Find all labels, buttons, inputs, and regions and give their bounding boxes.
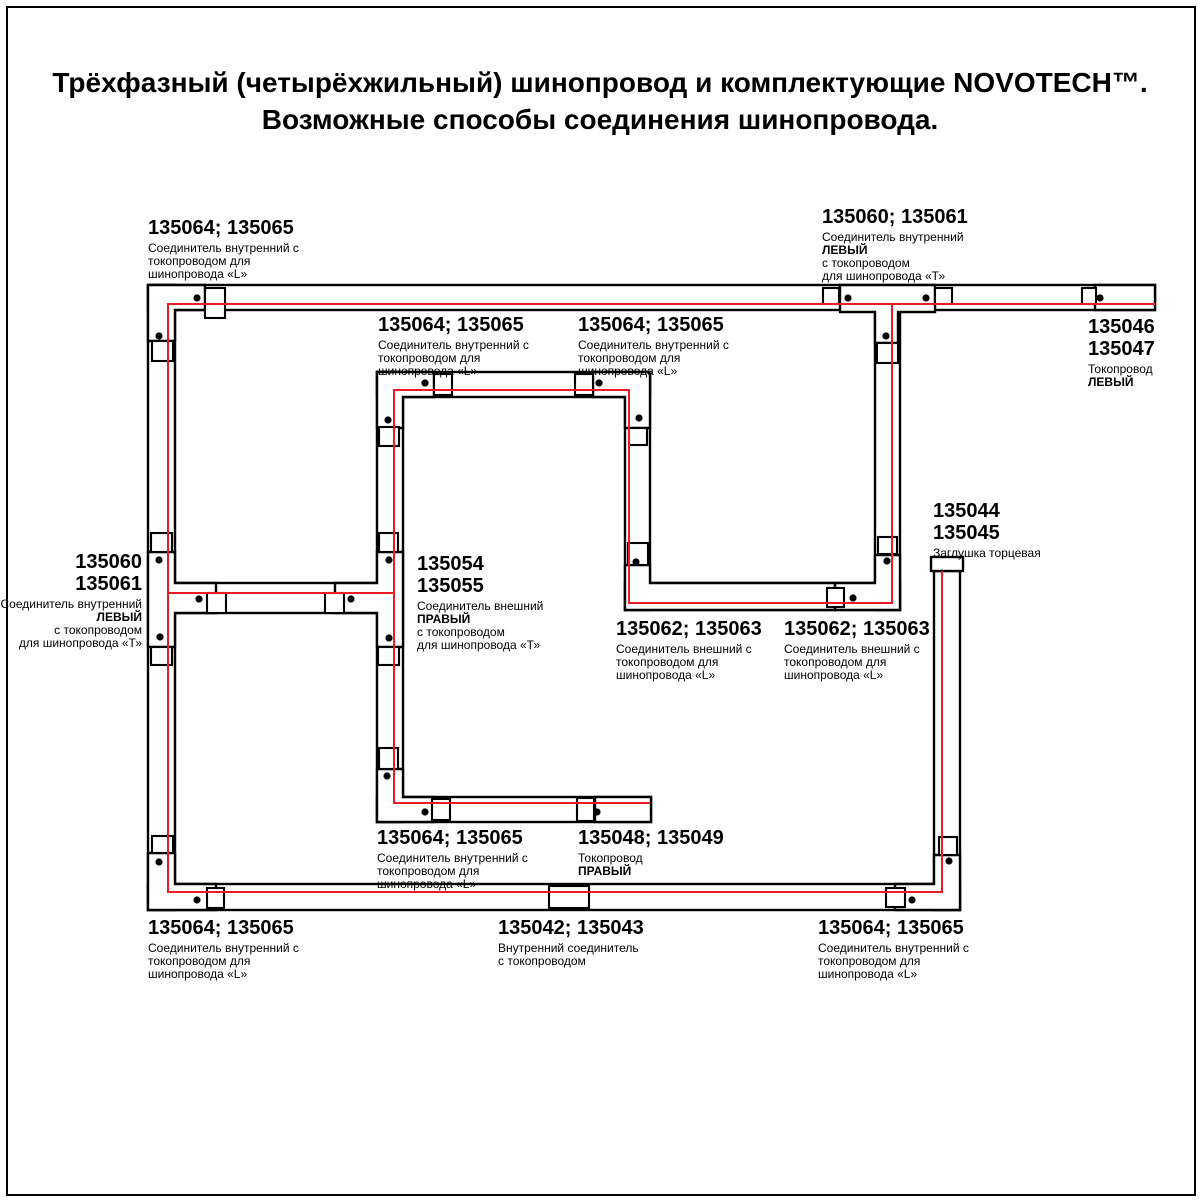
- part-description: Соединитель внутренний с токопроводом для шинопровода «L»: [148, 241, 299, 281]
- junction-dot: [922, 294, 929, 301]
- part-number: 135064; 135065: [148, 217, 294, 239]
- label-135064-135065-bottom-left: [148, 917, 299, 981]
- connector-box: [1082, 288, 1096, 304]
- part-description: Соединитель внутренний ЛЕВЫЙ с токопроводом для шинопровода «Т»: [822, 230, 964, 283]
- label-135060-135061-left-t: [0, 551, 142, 650]
- junction-dot: [421, 808, 428, 815]
- connector-box: [325, 593, 344, 613]
- part-number: 135062; 135063: [784, 618, 930, 640]
- connector-box: [379, 427, 399, 446]
- connector-box: [823, 288, 839, 304]
- junction-dot: [156, 633, 163, 640]
- part-description: Соединитель внешний с токопроводом для шинопровода «L»: [784, 642, 920, 682]
- part-number: 135055: [417, 575, 484, 597]
- part-number: 135062; 135063: [616, 618, 762, 640]
- part-number: 135045: [933, 522, 1000, 544]
- connector-box: [152, 341, 173, 361]
- junction-dot: [385, 556, 392, 563]
- feed-piece-right-end: [1095, 285, 1155, 310]
- junction-dot: [593, 808, 600, 815]
- track-top-bar: [148, 285, 1155, 310]
- label-135064-135065-inner-top-2: [578, 314, 729, 378]
- junction-dot: [421, 379, 428, 386]
- label-135064-135065-inner-top-1: [378, 314, 529, 378]
- connector-box: [379, 533, 398, 552]
- connector-box: [878, 537, 897, 554]
- label-135062-135063-corner-2: [784, 618, 930, 682]
- t-junction-inner: [335, 552, 403, 647]
- connector-box: [379, 748, 398, 769]
- part-number: 135054: [417, 553, 484, 575]
- part-number: 135064; 135065: [377, 827, 523, 849]
- label-135062-135063-corner-1: [616, 618, 762, 682]
- junction-dot: [385, 634, 392, 641]
- part-description: Соединитель внутренний с токопроводом для шинопровода «L»: [377, 851, 528, 891]
- feed-piece-inner-right: [595, 797, 651, 822]
- part-number: 135060; 135061: [822, 206, 968, 228]
- label-135054-135055-mid-t: [417, 553, 543, 652]
- part-number: 135061: [75, 573, 142, 595]
- connector-box: [577, 798, 594, 821]
- connector-box: [827, 588, 844, 607]
- junction-dot: [883, 557, 890, 564]
- connector-box: [207, 593, 226, 613]
- junction-dot: [347, 595, 354, 602]
- junction-dot: [945, 857, 952, 864]
- connector-box: [886, 888, 905, 907]
- junction-dot: [384, 416, 391, 423]
- part-number: 135047: [1088, 338, 1155, 360]
- junction-dot: [635, 414, 642, 421]
- junction-dot: [193, 896, 200, 903]
- part-number: 135060: [75, 551, 142, 573]
- part-description: Соединитель внутренний ЛЕВЫЙ с токопроводом для шинопровода «Т»: [0, 597, 142, 650]
- part-number: 135064; 135065: [148, 917, 294, 939]
- connector-box: [935, 288, 952, 304]
- corner-top-left: [148, 285, 205, 341]
- connector-box: [549, 886, 589, 908]
- part-description: Заглушка торцевая: [933, 546, 1041, 560]
- part-description: Соединитель внутренний с токопроводом для шинопровода «L»: [148, 941, 299, 981]
- junction-dot: [383, 772, 390, 779]
- part-description: Внутренний соединитель с токопроводом: [498, 941, 639, 968]
- junction-dot: [849, 594, 856, 601]
- connector-box: [152, 836, 173, 853]
- part-description: Соединитель внутренний с токопроводом для шинопровода «L»: [378, 338, 529, 378]
- part-description: Соединитель внутренний с токопроводом для шинопровода «L»: [818, 941, 969, 981]
- label-135064-135065-bottom-right: [818, 917, 969, 981]
- connector-box: [629, 428, 647, 445]
- junction-dot: [155, 858, 162, 865]
- part-description: Соединитель внешний ПРАВЫЙ с токопроводом для шинопровода «Т»: [417, 599, 544, 652]
- label-135064-135065-inner-bottom: [377, 827, 528, 891]
- title-line-1: Трёхфазный (четырёхжильный) шинопровод и комплектующие NOVOTECH™.: [52, 67, 1148, 98]
- label-135064-135065-top-left: [148, 217, 299, 281]
- label-135046-135047-feed-left: [1088, 316, 1155, 389]
- junction-dot: [595, 379, 602, 386]
- part-number: 135064; 135065: [378, 314, 524, 336]
- junction-dot: [844, 294, 851, 301]
- junction-dot: [908, 896, 915, 903]
- part-description: Соединитель внутренний с токопроводом для шинопровода «L»: [578, 338, 729, 378]
- junction-dot: [155, 332, 162, 339]
- title-line-2: Возможные способы соединения шинопровода.: [261, 104, 939, 135]
- part-number: 135044: [933, 500, 1000, 522]
- connector-box: [378, 647, 399, 665]
- part-description: Токопровод ПРАВЫЙ: [578, 851, 643, 878]
- label-135048-135049-feed-right: [578, 827, 724, 878]
- junction-dot: [195, 595, 202, 602]
- junction-dot: [632, 558, 639, 565]
- part-number: 135064; 135065: [578, 314, 724, 336]
- part-number: 135064; 135065: [818, 917, 964, 939]
- part-number: 135042; 135043: [498, 917, 644, 939]
- label-135060-135061-top-t: [822, 206, 968, 283]
- junction-dot: [193, 294, 200, 301]
- part-number: 135046: [1088, 316, 1155, 338]
- part-number: 135048; 135049: [578, 827, 724, 849]
- connector-box: [877, 343, 898, 363]
- junction-dot: [155, 556, 162, 563]
- t-junction-left: [148, 552, 216, 647]
- part-description: Токопровод ЛЕВЫЙ: [1088, 362, 1153, 389]
- label-135042-135043-bottom-center: [498, 917, 644, 968]
- label-135044-135045-end-cap: [933, 500, 1041, 560]
- part-description: Соединитель внешний с токопроводом для шинопровода «L»: [616, 642, 752, 682]
- junction-dot: [882, 332, 889, 339]
- junction-dot: [1096, 294, 1103, 301]
